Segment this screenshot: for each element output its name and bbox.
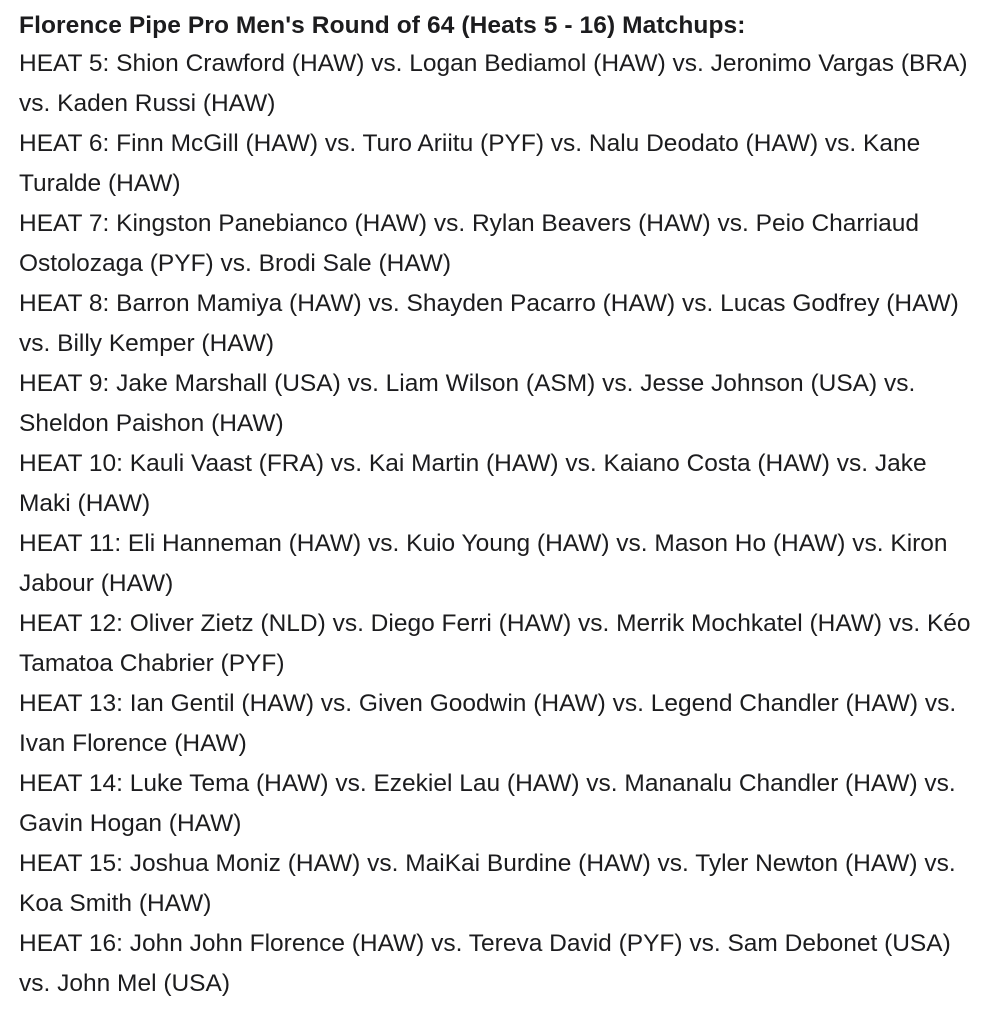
- heat-entry-15: HEAT 15: Joshua Moniz (HAW) vs. MaiKai Burdine (HAW) vs. Tyler Newton (HAW) vs. Koa Smith (HAW): [19, 850, 956, 917]
- heat-entry-9: HEAT 9: Jake Marshall (USA) vs. Liam Wilson (ASM) vs. Jesse Johnson (USA) vs. Sheldon Paishon (HAW): [19, 370, 916, 437]
- heat-entry-5: HEAT 5: Shion Crawford (HAW) vs. Logan Bediamol (HAW) vs. Jeronimo Vargas (BRA) vs. Kaden Russi (HAW): [19, 50, 968, 117]
- heat-entry-7: HEAT 7: Kingston Panebianco (HAW) vs. Rylan Beavers (HAW) vs. Peio Charriaud Ostolozaga (PYF) vs. Brodi Sale (HAW): [19, 210, 920, 277]
- matchups-document: [19, 8, 979, 1004]
- heat-entry-16: HEAT 16: John John Florence (HAW) vs. Tereva David (PYF) vs. Sam Debonet (USA) vs. John Mel (USA): [19, 930, 951, 997]
- heat-entry-12: HEAT 12: Oliver Zietz (NLD) vs. Diego Ferri (HAW) vs. Merrik Mochkatel (HAW) vs. Kéo Tamatoa Chabrier (PYF): [19, 610, 971, 677]
- document-title: Florence Pipe Pro Men's Round of 64 (Heats 5 - 16) Matchups:: [19, 12, 746, 39]
- heat-entry-14: HEAT 14: Luke Tema (HAW) vs. Ezekiel Lau (HAW) vs. Mananalu Chandler (HAW) vs. Gavin Hogan (HAW): [19, 770, 956, 837]
- heat-entry-11: HEAT 11: Eli Hanneman (HAW) vs. Kuio Young (HAW) vs. Mason Ho (HAW) vs. Kiron Jabour (HAW): [19, 530, 948, 597]
- heat-entry-6: HEAT 6: Finn McGill (HAW) vs. Turo Ariitu (PYF) vs. Nalu Deodato (HAW) vs. Kane Turalde (HAW): [19, 130, 921, 197]
- heat-entry-10: HEAT 10: Kauli Vaast (FRA) vs. Kai Martin (HAW) vs. Kaiano Costa (HAW) vs. Jake Maki (HAW): [19, 450, 927, 517]
- heat-entry-8: HEAT 8: Barron Mamiya (HAW) vs. Shayden Pacarro (HAW) vs. Lucas Godfrey (HAW) vs. Billy Kemper (HAW): [19, 290, 959, 357]
- heat-entry-13: HEAT 13: Ian Gentil (HAW) vs. Given Goodwin (HAW) vs. Legend Chandler (HAW) vs. Ivan Florence (HAW): [19, 690, 957, 757]
